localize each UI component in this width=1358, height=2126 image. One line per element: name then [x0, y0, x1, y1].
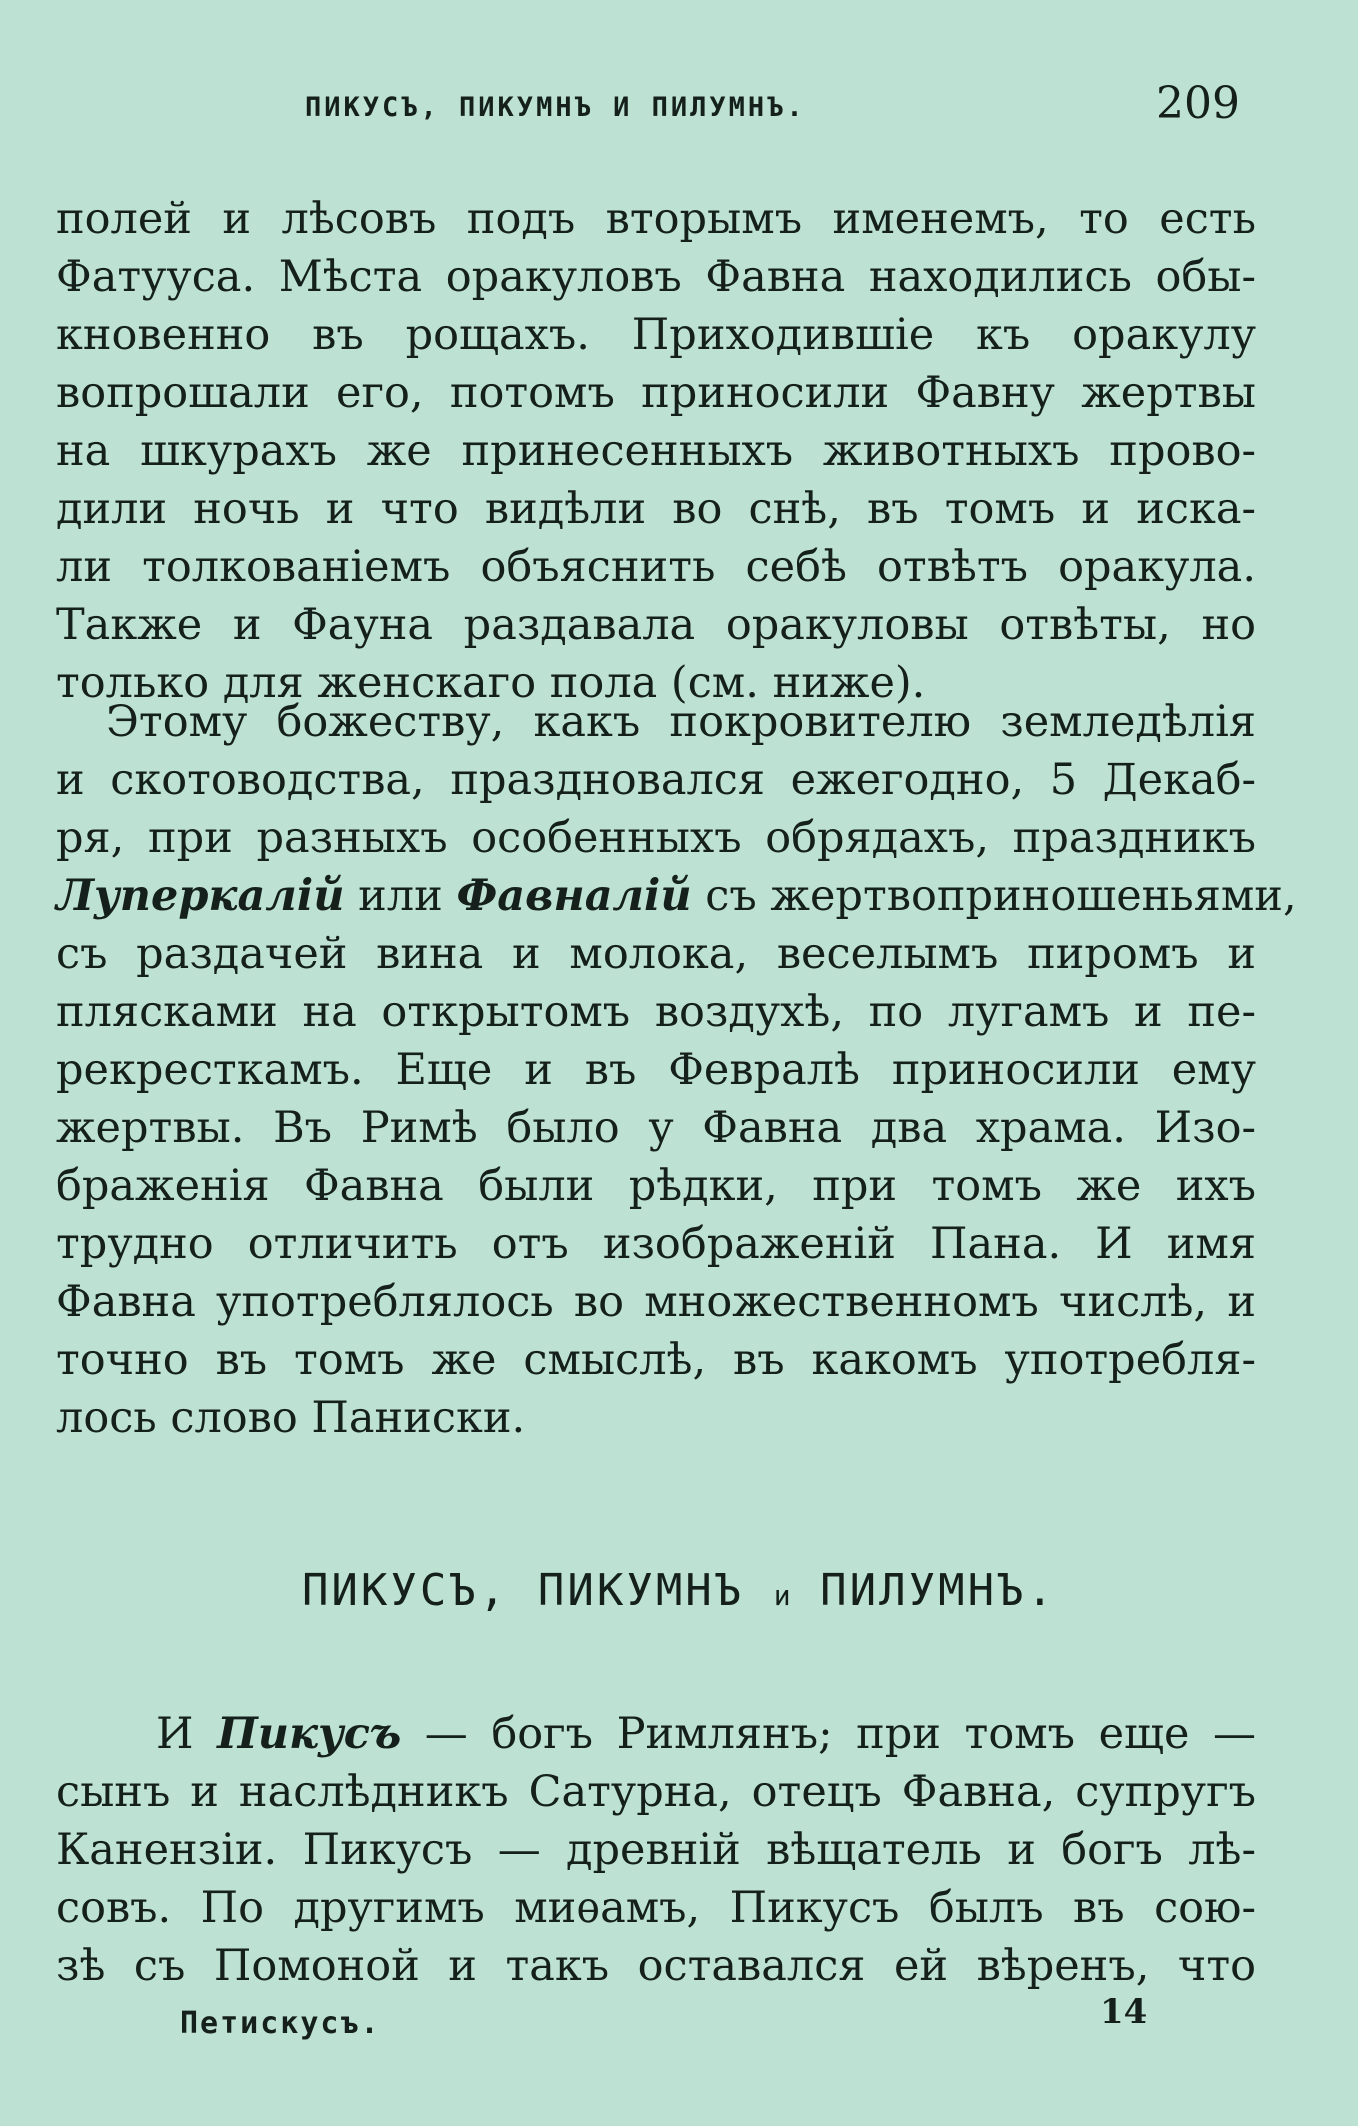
- text-line: браженія Фавна были рѣдки, при томъ же ихъ: [56, 1161, 1256, 1211]
- text-fragment: или: [344, 871, 457, 921]
- signature-mark: Петискусъ.: [180, 2006, 381, 2041]
- text-line: лось слово Паниски.: [56, 1393, 526, 1443]
- text-line: и скотоводства, праздновался ежегодно, 5 Декаб-: [56, 755, 1256, 805]
- heading-text: ПИКУСЪ, ПИКУМНЪ: [301, 1565, 774, 1616]
- text-line: полей и лѣсовъ подъ вторымъ именемъ, то есть: [56, 194, 1256, 244]
- emphasis-picus: Пикусъ: [217, 1709, 402, 1759]
- text-fragment: — богъ Римлянъ; при томъ еще —: [401, 1709, 1256, 1759]
- text-line: зѣ съ Помоной и такъ оставался ей вѣренъ, что: [56, 1941, 1256, 1991]
- text-line: трудно отличить отъ изображеній Пана. И имя: [56, 1219, 1256, 1269]
- text-fragment: съ жертвоприношеньями,: [691, 871, 1297, 921]
- running-title: ПИКУСЪ, ПИКУМНЪ И ПИЛУМНЪ.: [305, 92, 806, 123]
- section-heading: [0, 1565, 1358, 1616]
- text-line: кновенно въ рощахъ. Приходившіе къ оракулу: [56, 310, 1256, 360]
- text-line: съ раздачей вина и молока, веселымъ пиромъ и: [56, 929, 1256, 979]
- text-line-with-emphasis: [56, 1705, 1256, 1763]
- heading-text: ПИЛУМНЪ.: [790, 1565, 1057, 1616]
- text-line: ли толкованіемъ объяснить себѣ отвѣтъ оракула.: [56, 542, 1256, 592]
- page-footer: [0, 1992, 1358, 2052]
- text-line: Также и Фауна раздавала оракуловы отвѣты, но: [56, 600, 1256, 650]
- text-fragment: И: [156, 1709, 218, 1759]
- running-head: [0, 78, 1358, 138]
- text-line: рекресткамъ. Еще и въ Февралѣ приносили ему: [56, 1045, 1256, 1095]
- sheet-number: 14: [1100, 1992, 1148, 2032]
- text-line: плясками на открытомъ воздухѣ, по лугамъ и пе-: [56, 987, 1256, 1037]
- page-number: 209: [1156, 78, 1240, 129]
- text-line: на шкурахъ же принесенныхъ животныхъ прово-: [56, 426, 1256, 476]
- text-line: совъ. По другимъ миѳамъ, Пикусъ былъ въ сою-: [56, 1883, 1256, 1933]
- emphasis-lupercalia: Луперкалій: [56, 871, 345, 921]
- text-line-with-emphasis: [56, 867, 1297, 925]
- text-line: дили ночь и что видѣли во снѣ, въ томъ и иска-: [56, 484, 1256, 534]
- text-line: вопрошали его, потомъ приносили Фавну жертвы: [56, 368, 1256, 418]
- paragraph-faun-oracles: [56, 190, 1256, 712]
- paragraph-picus: [56, 1705, 1256, 1995]
- text-line: жертвы. Въ Римѣ было у Фавна два храма. Изо-: [56, 1103, 1256, 1153]
- paragraph-lupercalia: [56, 693, 1297, 1447]
- text-line: Фавна употреблялось во множественномъ числѣ, и: [56, 1277, 1256, 1327]
- text-line: Канензіи. Пикусъ — древній вѣщатель и богъ лѣ-: [56, 1825, 1256, 1875]
- text-line: сынъ и наслѣдникъ Сатурна, отецъ Фавна, супругъ: [56, 1767, 1256, 1817]
- text-line: Фатууса. Мѣста оракуловъ Фавна находились обы-: [56, 252, 1256, 302]
- text-line: Этому божеству, какъ покровителю земледѣлія: [106, 697, 1256, 747]
- text-line: ря, при разныхъ особенныхъ обрядахъ, праздникъ: [56, 813, 1256, 863]
- text-line: только для женскаго пола (см. ниже).: [56, 658, 926, 708]
- text-line: точно въ томъ же смыслѣ, въ какомъ употребля-: [56, 1335, 1256, 1385]
- emphasis-faunalia: Фавналій: [456, 871, 692, 921]
- heading-conjunction: и: [773, 1579, 791, 1612]
